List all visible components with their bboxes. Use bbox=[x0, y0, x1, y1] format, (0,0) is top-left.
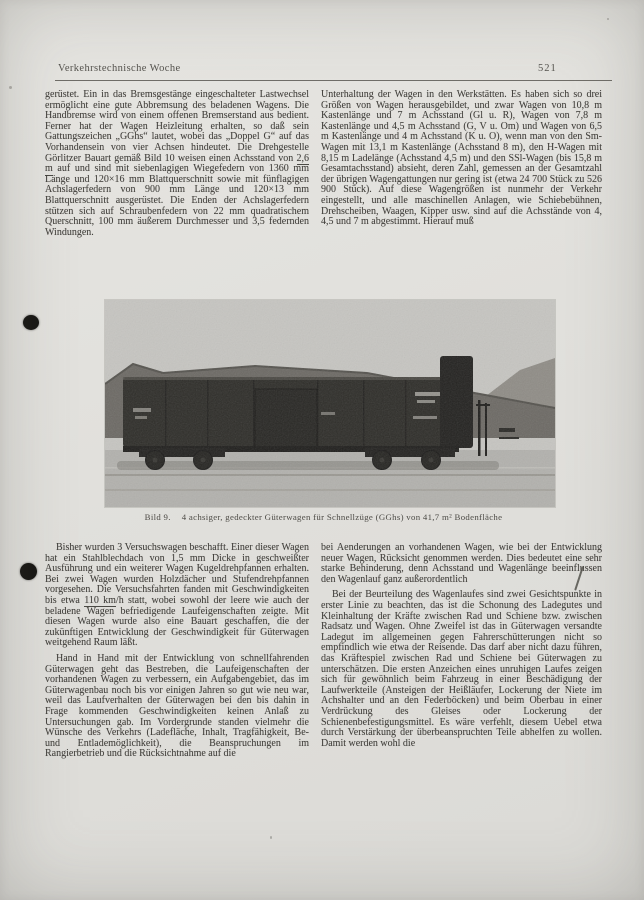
top-text-block bbox=[45, 90, 602, 298]
page-header bbox=[55, 61, 612, 81]
paragraph: Bei der Beurteilung des Wagenlaufes sind zwei Gesichtspunkte in erster Linie zu beachten, das ist die Schonung des Ladegutes und Kleinhaltung der Kräfte zwischen Rad und Schiene bzw. zwischen Radsatz und Wagen. Ohne Zweifel ist das in Güterwagen versandte Ladegut im allgemeinen gegen Fahrerschütterungen nicht so empfindlich wie etwa der Reisende. Das darf aber nicht dazu führen, das Kräftespiel zwischen Rad und Schiene bei Güterwagen zu unterschätzen. Die ersten Anzeichen eines unruhigen Laufes zeigen sich für gewöhnlich beim Fahrzeug in einer Beschädigung der Laufwerkteile (Ansteigen der Heißläufer, Lockerung der Niete im Achshalter und an den Federböcken) und beim Oberbau in einer Verdrückung des Gleises oder Lockerung der Schienenbefestigungsmittel. Es wäre verfehlt, diesem Uebel etwa durch Verstärkung der überbeanspruchten Teile abhelfen zu wollen. Damit werden wohl die bbox=[321, 589, 602, 749]
paragraph: Hand in Hand mit der Entwicklung von schnellfahrenden Güterwagen geht das Bestreben, die Laufeigenschaften der vorhandenen Wagen zu verbessern, ein Aufgabengebiet, das im Güterwagenbau noch bis vor einigen Jahren so gut wie neu war, weil das Laufverhalten der Güterwagen bei den bis dahin in Frage kommenden Geschwindigkeiten keinen Anlaß zu Untersuchungen gab. Im Vordergrunde standen vielmehr die Wünsche des Verkehrs (Ladefläche, Inhalt, Tragfähigkeit, Be- und Entlademöglichkeit), die Beanspruchungen im Rangierbetrieb und die Rücksichtnahme auf die bbox=[45, 652, 309, 760]
paragraph-text: /h statt, wobei sowohl der leere wie auch der beladene Wagen befriedigende Laufeigenschaften zeigte. Mit diesen Wagen wurde also eine Bauart geschaffen, die der zukünftigen Entwicklung der Geschwindigkeit für Güterwagen weitgehend Raum läßt. bbox=[45, 594, 309, 649]
pen-underline-mark: 110 km bbox=[84, 594, 116, 606]
bottom-left-column bbox=[45, 543, 309, 873]
punch-hole-top bbox=[23, 315, 39, 330]
bottom-right-column bbox=[321, 543, 602, 873]
journal-title: Verkehrstechnische Woche bbox=[58, 63, 181, 74]
paragraph-text: auf und sind mit siebenlagigen Wiegefedern von 1360 mm Länge und 120×16 mm Blattquerschnitt sowie mit fünflagigen Achslagerfedern von 900 mm Länge und 120×13 mm Blattquerschnitt ausgerüstet. Die Enden der Achslagerfedern stützen sich auf Schraubenfedern von 22 mm quadratischem Querschnitt, 100 mm äußerem Durchmesser und 3,5 federnden Windungen. bbox=[45, 163, 309, 238]
pen-underline-mark: 2,6 m bbox=[45, 152, 309, 175]
paper-speck bbox=[607, 18, 609, 20]
paragraph bbox=[45, 543, 309, 649]
page-number: 521 bbox=[538, 63, 557, 74]
paragraph: bei Aenderungen an vorhandenen Wagen, wie bei der Entwicklung neuer Wagen, Rücksicht genommen werden. Dies bedeutet eine sehr starke Behinderung, denn Achsstand und Wagenlänge beeinflussen den Wagenlauf ganz außerordentlich bbox=[321, 543, 602, 585]
paragraph: Unterhaltung der Wagen in den Werkstätten. Es haben sich so drei Größen von Wagen herausgebildet, und zwar Wagen von 10,8 m Kastenlänge und 7 m Achsstand (Gl u. R), Wagen von 7,8 m Kastenlänge und 4,5 m Achsstand (G, V u. Om) und Wagen von 6,5 m Kastenlänge und 4 m Achsstand (K u. O), wenn man von den Sm-Wagen mit 13,1 m Kastenlänge (Achsstand 8 m), den H-Wagen mit 8,15 m Ladelänge (Achsstand 4,5 m) und den SSl-Wagen (bis 15,8 m Gesamtachsstand) absieht, deren Zahl, gemessen an der Gesamtzahl der übrigen Wagengattungen nur gering ist (etwa 24 700 Stück zu 526 900 Stück). Auf diese Wagengrößen ist nunmehr der Verkehr eingestellt, und alle maschinellen Anlagen, wie Schiebebühnen, Drehscheiben, Waagen, Kipper usw. sind auf die Achsstände von 4, 4,5 und 7 m abgestimmt. Hierauf muß bbox=[321, 90, 602, 228]
top-left-column bbox=[45, 90, 309, 298]
figure-caption-text: 4 achsiger, gedeckter Güterwagen für Schnellzüge (GGhs) von 41,7 m² Bodenfläche bbox=[181, 512, 503, 522]
photo-grain-overlay bbox=[105, 300, 555, 507]
paper-speck bbox=[270, 836, 272, 839]
wagon-photo bbox=[105, 300, 555, 507]
bottom-text-block bbox=[45, 543, 602, 873]
wagon-photo-illustration bbox=[105, 300, 555, 507]
paper-speck bbox=[9, 86, 12, 89]
figure-caption bbox=[45, 512, 602, 522]
paragraph-text: gerüstet. Ein in das Bremsgestänge eingeschalteter Lastwechsel ermöglicht eine gute Abbremsung des beladenen Wagens. Die Handbremse wird von einem offenen Bremserstand aus bedient. Ferner hat der Wagen Heizleitung erhalten, so daß sein Gattungszeichen „GGhs“ lautet, wobei das „Doppel G“ auf das Vorhandensein von vier Achsen hindeutet. Die Drehgestelle Görlitzer Bauart gemäß Bild 10 weisen einen Achsstand von bbox=[45, 90, 309, 164]
figure-caption-label: Bild 9. bbox=[144, 512, 171, 522]
top-right-column bbox=[321, 90, 602, 298]
punch-hole-bottom bbox=[20, 563, 37, 580]
paragraph bbox=[45, 90, 309, 238]
paragraph-text: Bisher wurden 3 Versuchswagen beschafft. Einer dieser Wagen hat ein Stahlblechdach von 1,5 mm Dicke in geschweißter Ausführung und ein weiterer Wagen Kugeldrehpfannen erhalten. Bei zwei Wagen wurden Holzdächer und Stufendrehpfannen vorgesehen. Die Versuchsfahrten fanden mit Geschwindigkeiten bis etwa bbox=[45, 543, 309, 606]
